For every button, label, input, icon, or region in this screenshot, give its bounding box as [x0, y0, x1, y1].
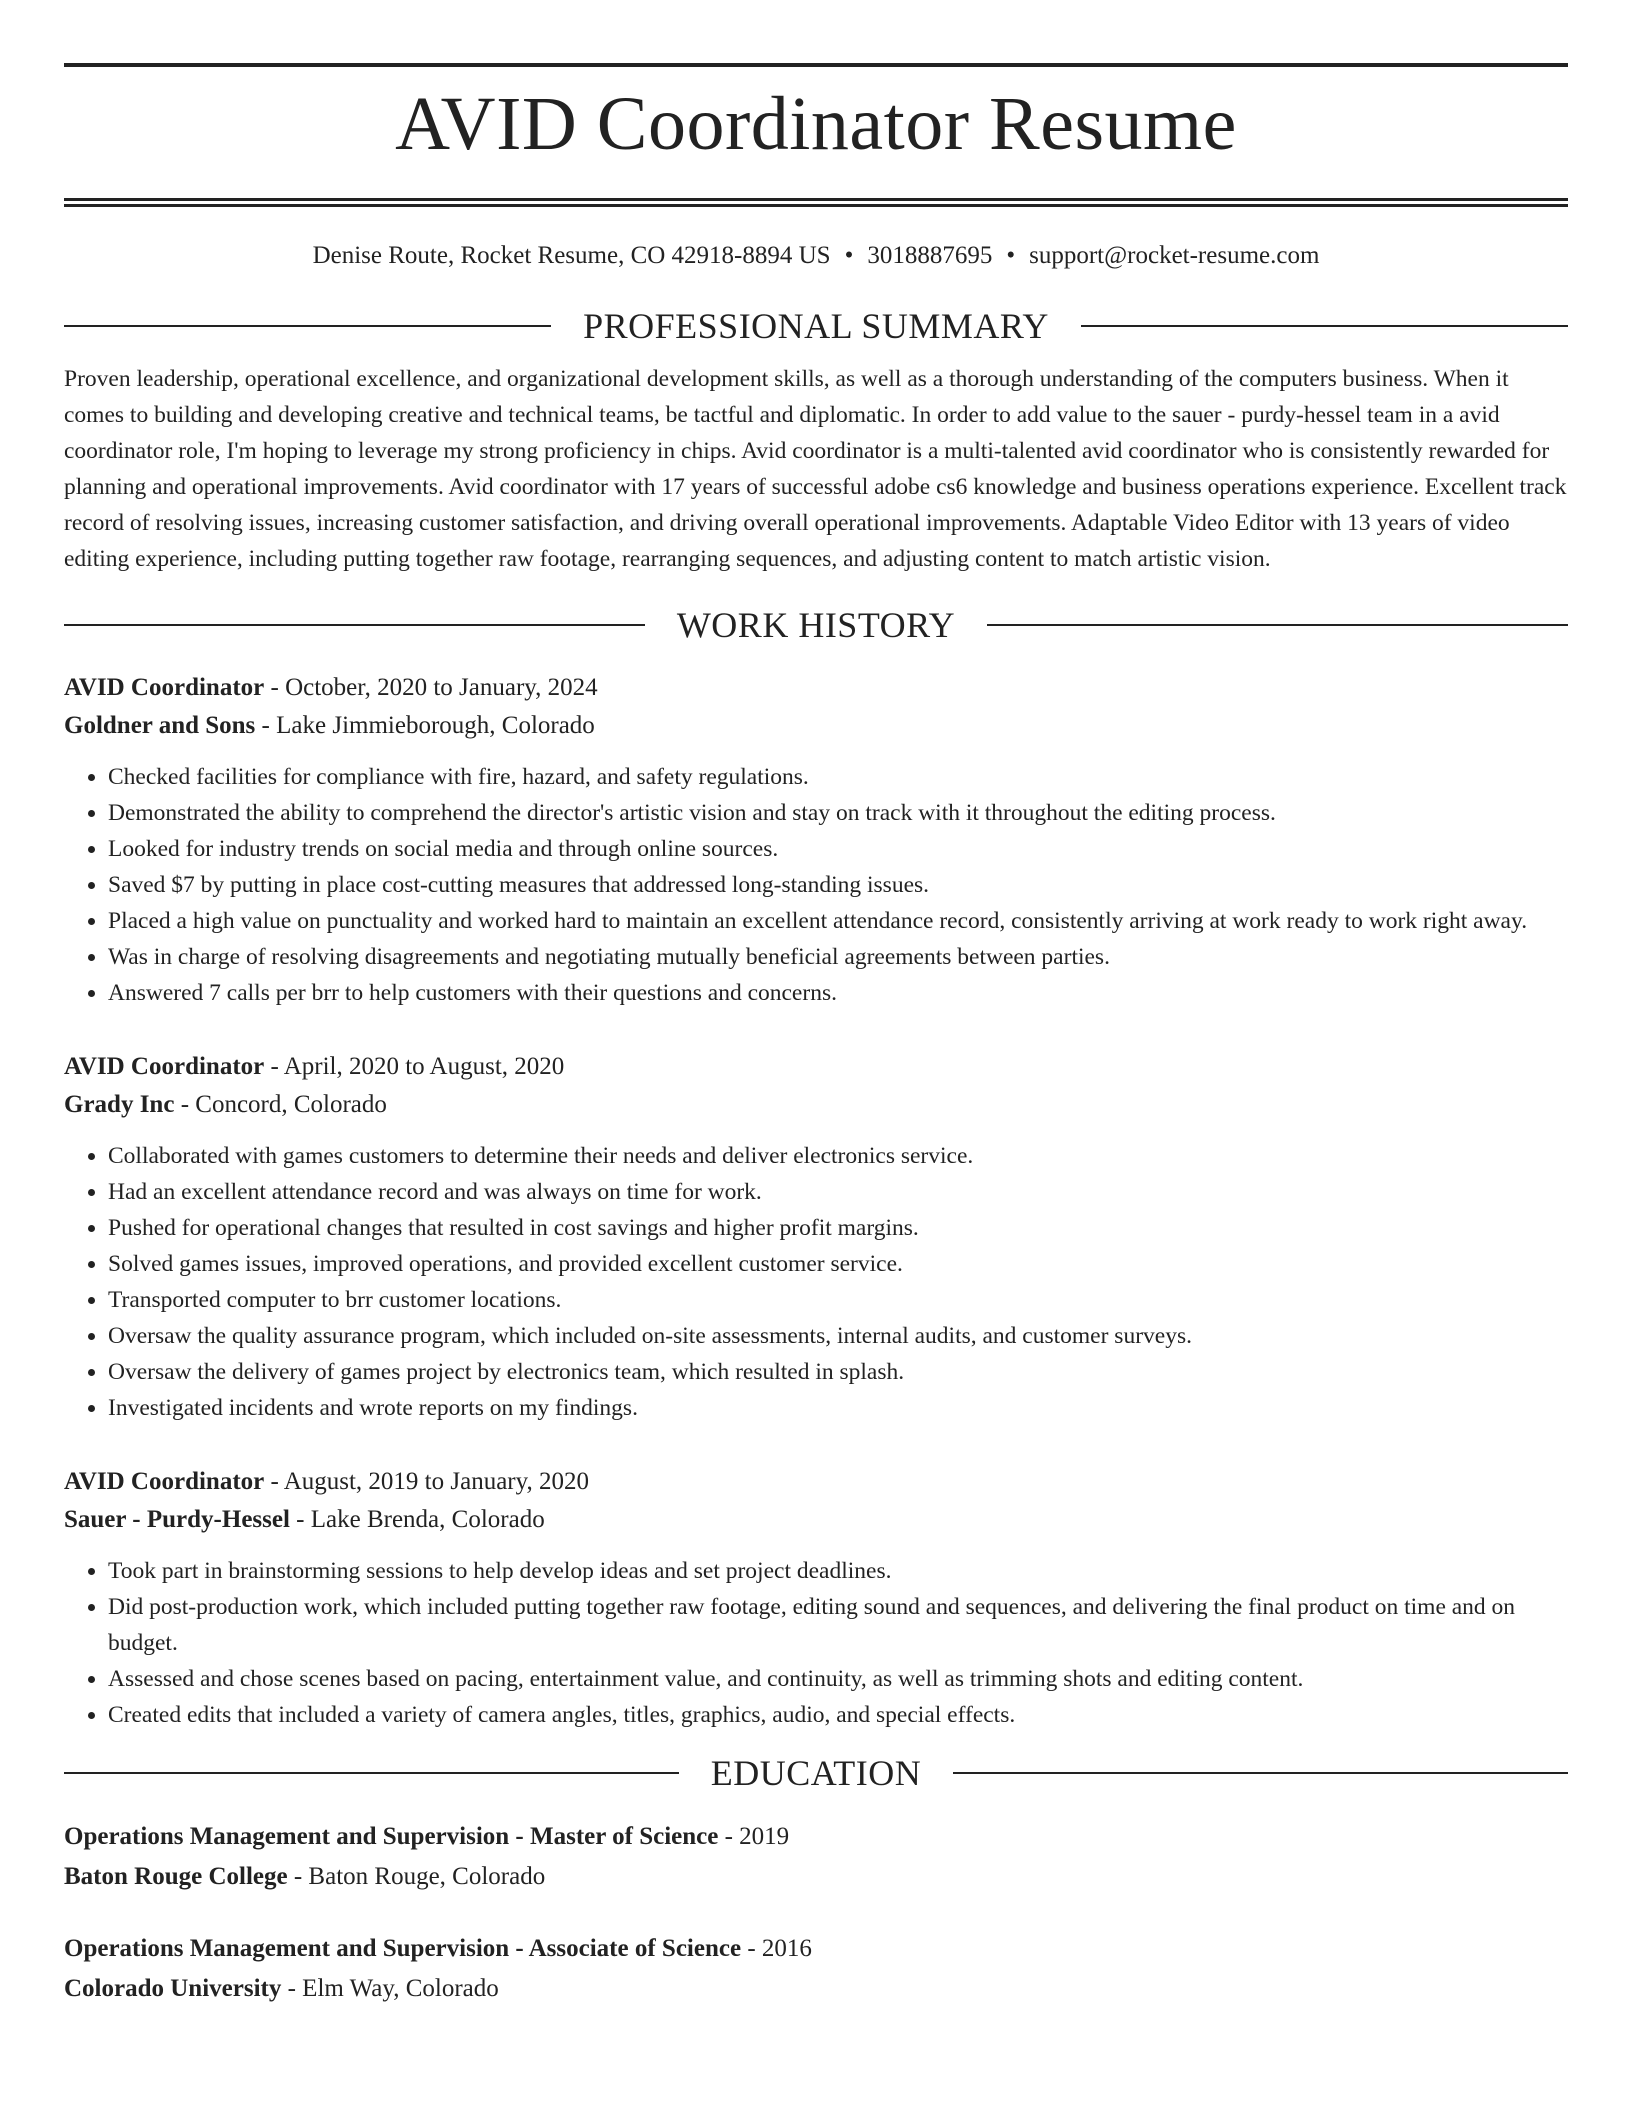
contact-line	[64, 240, 1568, 272]
education-degree-line	[64, 1817, 1568, 1857]
job-entry	[64, 669, 1568, 1011]
job-bullet: • Oversaw the quality assurance program, which included on-site assessments, internal audits, and customer surveys.	[108, 1318, 1568, 1354]
work-section-heading	[64, 603, 1568, 647]
job-company-line	[64, 1501, 1568, 1539]
job-bullet: • Solved games issues, improved operations, and provided excellent customer service.	[108, 1246, 1568, 1282]
job-bullet: • Saved $7 by putting in place cost-cutting measures that addressed long-standing issues.	[108, 867, 1568, 903]
education-list	[64, 1817, 1568, 2009]
job-bullet: • Collaborated with games customers to determine their needs and deliver electronics service.	[108, 1138, 1568, 1174]
education-location: - Baton Rouge, Colorado	[287, 1863, 546, 1890]
job-company-line	[64, 707, 1568, 745]
contact-separator: •	[844, 242, 854, 269]
job-title: AVID Coordinator	[64, 1468, 265, 1495]
summary-heading: PROFESSIONAL SUMMARY	[583, 306, 1049, 346]
job-title-line	[64, 669, 1568, 707]
job-bullet-list	[64, 1553, 1568, 1733]
education-heading: EDUCATION	[710, 1753, 922, 1793]
job-bullet: • Looked for industry trends on social media and through online sources.	[108, 831, 1568, 867]
job-bullet: • Pushed for operational changes that resulted in cost savings and higher profit margins.	[108, 1210, 1568, 1246]
job-bullet-list	[64, 1138, 1568, 1426]
education-school-line	[64, 1969, 1568, 2009]
job-company: Sauer - Purdy-Hessel	[64, 1506, 290, 1533]
job-bullet: • Answered 7 calls per brr to help customers with their questions and concerns.	[108, 975, 1568, 1011]
job-bullet: • Oversaw the delivery of games project by electronics team, which resulted in splash.	[108, 1354, 1568, 1390]
contact-email: support@rocket-resume.com	[1029, 242, 1320, 269]
job-bullet-list	[64, 759, 1568, 1011]
job-entry	[64, 1048, 1568, 1426]
job-bullet: • Assessed and chose scenes based on pacing, entertainment value, and continuity, as well as trimming shots and editing content.	[108, 1661, 1568, 1697]
summary-text: Proven leadership, operational excellence, and organizational development skills, as well as a thorough understanding of the computers business. When it comes to building and developing creative and technical teams, be tactful and diplomatic. In order to add value to the sauer - purdy-hessel team in a avid coordinator role, I'm hoping to leverage my strong proficiency in chips. Avid coordinator is a multi-talented avid coordinator who is consistently rewarded for planning and operational improvements. Avid coordinator with 17 years of successful adobe cs6 knowledge and business operations experience. Excellent track record of resolving issues, increasing customer satisfaction, and driving overall operational improvements. Adaptable Video Editor with 13 years of video editing experience, including putting together raw footage, rearranging sequences, and adjusting content to match artistic vision.	[64, 366, 1567, 572]
education-location: - Elm Way, Colorado	[281, 1975, 499, 2002]
job-bullet: • Investigated incidents and wrote reports on my findings.	[108, 1390, 1568, 1426]
heading-rule-right	[953, 1772, 1568, 1774]
job-bullet: • Transported computer to brr customer locations.	[108, 1282, 1568, 1318]
job-location: - Concord, Colorado	[174, 1091, 387, 1118]
contact-separator: •	[1006, 242, 1016, 269]
contact-address: Denise Route, Rocket Resume, CO 42918-8894 US	[312, 242, 831, 269]
job-company: Grady Inc	[64, 1091, 175, 1118]
job-entry	[64, 1463, 1568, 1733]
education-school: Colorado University	[64, 1975, 282, 2002]
job-dates: - August, 2019 to January, 2020	[264, 1468, 589, 1495]
heading-rule-right	[987, 624, 1568, 626]
job-bullet: • Was in charge of resolving disagreements and negotiating mutually beneficial agreements between parties.	[108, 939, 1568, 975]
education-degree: Operations Management and Supervision - Master of Science	[64, 1823, 719, 1850]
education-year: - 2016	[741, 1935, 812, 1962]
education-year: - 2019	[718, 1823, 790, 1850]
contact-phone: 3018887695	[867, 242, 993, 269]
work-heading: WORK HISTORY	[676, 605, 956, 645]
job-dates: - April, 2020 to August, 2020	[264, 1053, 565, 1080]
heading-rule-right	[1081, 325, 1568, 327]
job-title: AVID Coordinator	[64, 1053, 265, 1080]
job-company-line	[64, 1086, 1568, 1124]
work-history-list	[64, 669, 1568, 1733]
education-section-heading	[64, 1751, 1568, 1795]
education-entry	[64, 1929, 1568, 2009]
heading-rule-left	[64, 1772, 679, 1774]
heading-rule-left	[64, 624, 645, 626]
job-bullet: • Took part in brainstorming sessions to help develop ideas and set project deadlines.	[108, 1553, 1568, 1589]
job-title: AVID Coordinator	[64, 674, 265, 701]
job-bullet: • Placed a high value on punctuality and worked hard to maintain an excellent attendance record, consistently arriving at work ready to work right away.	[108, 903, 1568, 939]
education-degree: Operations Management and Supervision - Associate of Science	[64, 1935, 742, 1962]
education-school-line	[64, 1857, 1568, 1897]
education-degree-line	[64, 1929, 1568, 1969]
title-double-rule	[64, 198, 1568, 207]
education-entry	[64, 1817, 1568, 1897]
page-title: AVID Coordinator Resume	[395, 82, 1237, 166]
job-bullet: • Demonstrated the ability to comprehend the director's artistic vision and stay on track with it throughout the editing process.	[108, 795, 1568, 831]
job-location: - Lake Jimmieborough, Colorado	[255, 712, 595, 739]
education-school: Baton Rouge College	[64, 1863, 288, 1890]
job-dates: - October, 2020 to January, 2024	[264, 674, 598, 701]
summary-section-heading	[64, 304, 1568, 348]
job-title-line	[64, 1048, 1568, 1086]
top-rule	[64, 63, 1568, 67]
job-location: - Lake Brenda, Colorado	[289, 1506, 545, 1533]
heading-rule-left	[64, 325, 551, 327]
job-bullet: • Created edits that included a variety of camera angles, titles, graphics, audio, and special effects.	[108, 1697, 1568, 1733]
job-bullet: • Had an excellent attendance record and was always on time for work.	[108, 1174, 1568, 1210]
job-title-line	[64, 1463, 1568, 1501]
job-company: Goldner and Sons	[64, 712, 256, 739]
job-bullet: • Did post-production work, which included putting together raw footage, editing sound and sequences, and delivering the final product on time and on budget.	[108, 1589, 1568, 1661]
job-bullet: • Checked facilities for compliance with fire, hazard, and safety regulations.	[108, 759, 1568, 795]
